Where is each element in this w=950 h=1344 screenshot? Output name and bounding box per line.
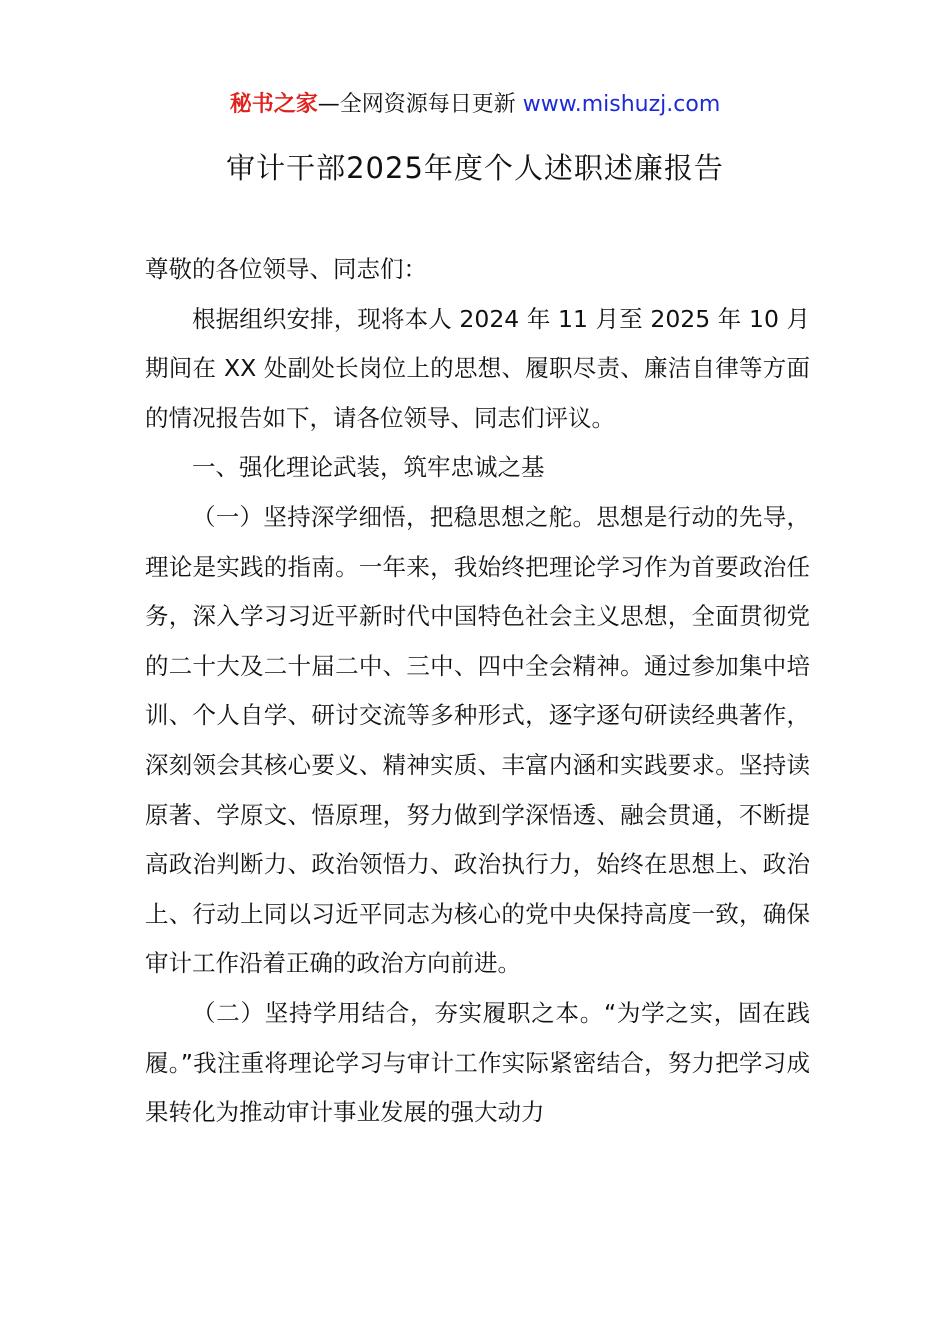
paragraph-1-1: （一）坚持深学细悟，把稳思想之舵。思想是行动的先导，理论是实践的指南。一年来，我始终把理论学习作为首要政治任务，深入学习习近平新时代中国特色社会主义思想，全面贯彻党的二十大及二十届二中、三中、四中全会精神。通过参加集中培训、个人自学、研讨交流等多种形式，逐字逐句研读经典著作，深刻领会其核心要义、精神实质、丰富内涵和实践要求。坚持读原著、学原文、悟原理，努力做到学深悟透、融会贯通，不断提高政治判断力、政治领悟力、政治执行力，始终在思想上、政治上、行动上同以习近平同志为核心的党中央保持高度一致，确保审计工作沿着正确的政治方向前进。 — [145, 502, 810, 978]
site-tagline: —全网资源每日更新 — [317, 92, 523, 117]
site-url-link[interactable]: www.mishuzj.com — [522, 92, 721, 117]
site-header — [0, 88, 950, 122]
paragraph-intro: 根据组织安排，现将本人 2024 年 11 月至 2025 年 10 月期间在 XX 处副处长岗位上的思想、履职尽责、廉洁自律等方面的情况报告如下，请各位领导、同志们评议。 — [145, 304, 810, 432]
brand-name[interactable]: 秘书之家 — [229, 92, 318, 117]
document-title: 审计干部2025年度个人述职述廉报告 — [226, 151, 724, 185]
document-body — [145, 245, 810, 1138]
salutation: 尊敬的各位领导、同志们： — [145, 255, 427, 283]
section-heading-1: 一、强化理论武装，筑牢忠诚之基 — [192, 453, 545, 482]
paragraph-1-2: （二）坚持学用结合，夯实履职之本。“为学之实，固在践履。”我注重将理论学习与审计工作实际紧密结合，努力把学习成果转化为推动审计事业发展的强大动力 — [145, 998, 810, 1127]
